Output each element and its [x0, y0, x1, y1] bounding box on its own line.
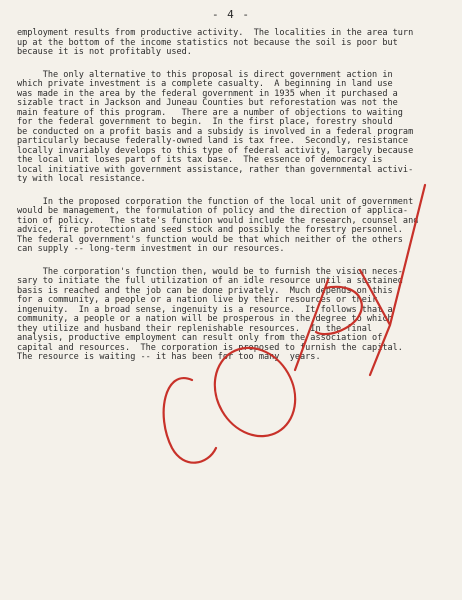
paragraph-4: The corporation's function then, would be to furnish the vision neces- sary to initiate the full utilization of an idle resource until a sustained basis is reached and the job can be done privately. Much depends on this for a community, a people or a nation live by their resources or their ingenuity. In a broad sense, ingenuity is a resource. It follows that a community, a people or a nation will be prosperous in the degree to which they utilize and husband their replenishable resources. In the final analysis, productive employment can result only from the association of capital and resources. The corporation is proposed to furnish the capital. The resource is waiting -- it has been for too many years. [17, 266, 403, 362]
stamp-letter-c [164, 378, 216, 463]
paragraph-1: employment results from productive activity. The localities in the area turn up at the bottom of the income statistics not because the soil is poor but because it is not profitably used. [17, 28, 414, 57]
copy-stamp [120, 130, 440, 480]
stamp-letter-o [199, 333, 311, 451]
page-number: - 4 - [211, 8, 251, 21]
stamp-letter-p [295, 280, 362, 370]
paragraph-2: The only alternative to this proposal is direct government action in which private investment is a complete casualty. A beginning in land use was made in the area by the federal government in 1935 when it purchased a sizable tract in Jackson and Juneau Counties but reforestation was not the main feature of this program. There are a number of objections to waiting for the federal government to begin. In the first place, forestry should be conducted on a profit basis and a subsidy is involved in a federal program particularly because federally-owned land is tax free. Secondly, resistance locally invariably develops to this type of federal activity, largely because the local unit loses part of its tax base. The essence of democracy is local initiative with government assistance, rather than governmental activi- ty with local resistance. [17, 69, 414, 184]
stamp-letter-y [360, 185, 425, 375]
copy-stamp-graphic [120, 130, 440, 480]
copy-stamp-letters [164, 185, 425, 463]
paragraph-3: In the proposed corporation the function of the local unit of government would be management, the formulation of policy and the direction of applica- tion of policy. The state's function would include the research, counsel and advice, fire protection and seed stock and possibly the forestry personnel. The federal government's function would be that which neither of the others can supply -- long-term investment in our resources. [17, 196, 419, 254]
